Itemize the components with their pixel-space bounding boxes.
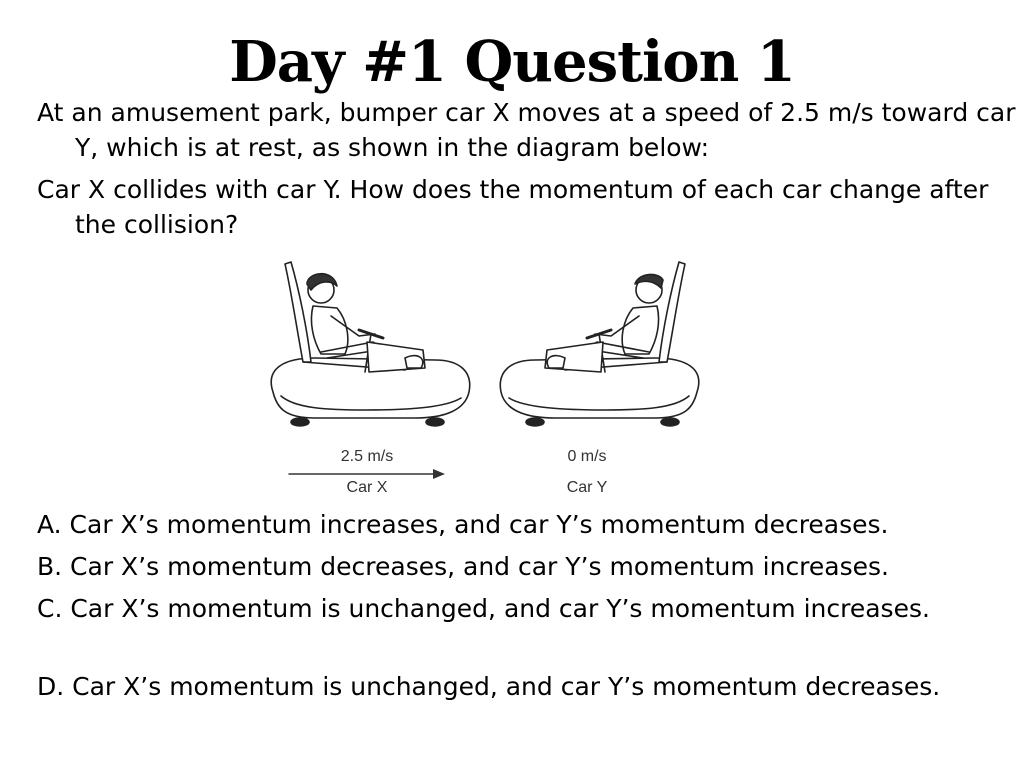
car-y-label: Car Y [566,479,608,496]
car-x-drawing [271,262,469,426]
car-x-label: Car X [346,479,388,496]
answer-option-b: B. Car X’s momentum decreases, and car Y’s momentum increases. [37,552,889,581]
question-text-1: At an amusement park, bumper car X moves at a speed of 2.5 m/s toward car Y, which is at rest, as shown in the diagram below: [37,98,1016,162]
answer-option-a: A. Car X’s momentum increases, and car Y’s momentum decreases. [37,510,889,539]
page-title: Day #1 Question 1 [229,29,795,95]
question-text-2: Car X collides with car Y. How does the momentum of each car change after the collision? [37,175,989,239]
bumper-car-illustration [255,250,715,505]
car-y-drawing [500,262,698,426]
arrow-head-icon [433,469,445,479]
answer-option-c: C. Car X’s momentum is unchanged, and car Y’s momentum increases. [37,594,930,623]
car-y-speed: 0 m/s [567,448,607,465]
answer-option-d: D. Car X’s momentum is unchanged, and car Y’s momentum decreases. [37,672,941,701]
bumper-car-diagram [255,250,715,505]
car-x-speed: 2.5 m/s [340,448,394,465]
